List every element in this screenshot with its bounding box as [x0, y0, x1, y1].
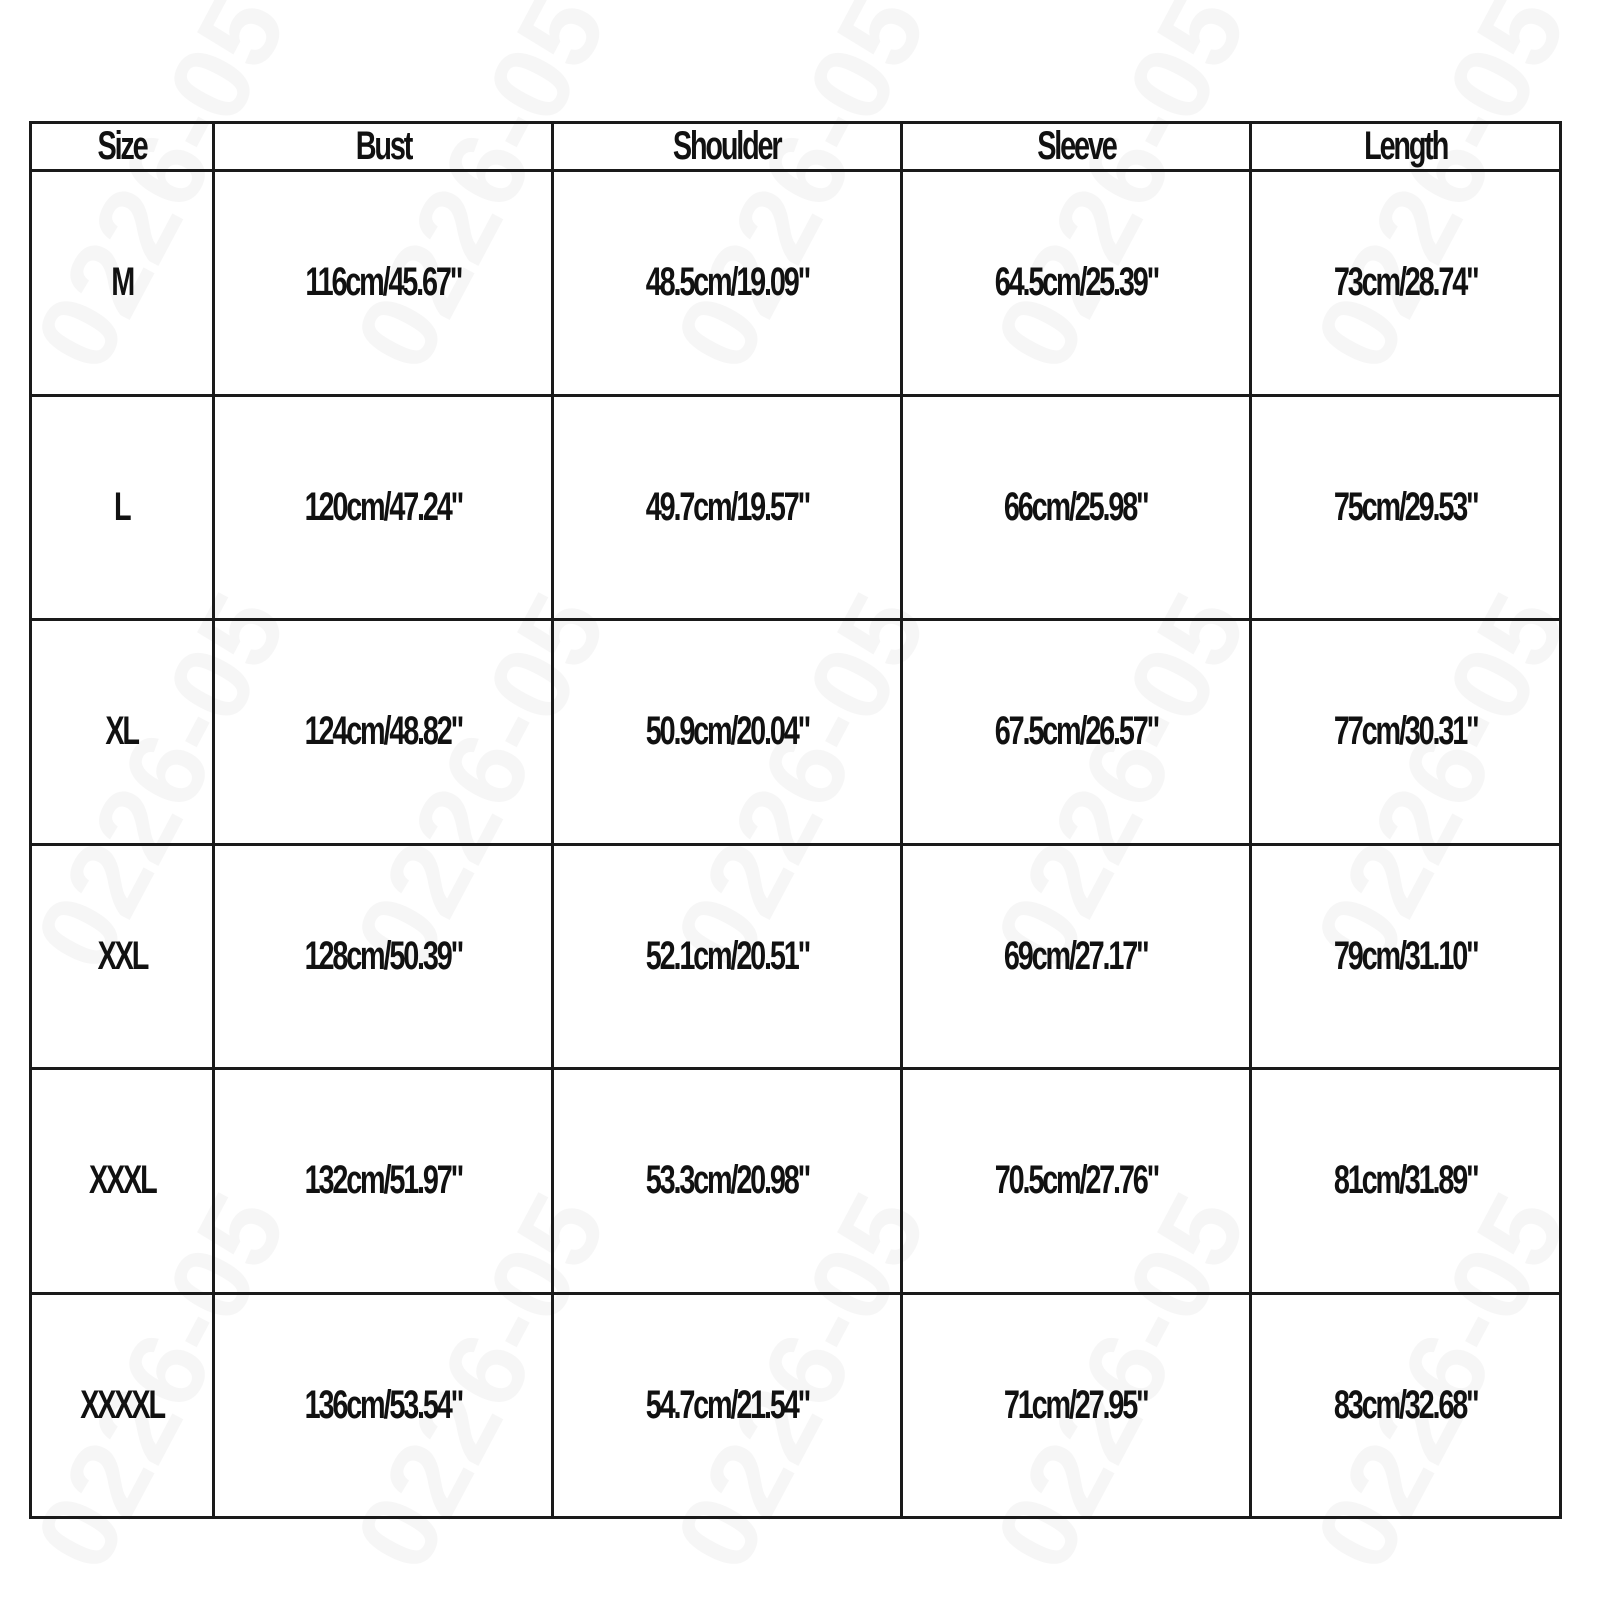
table-row: [31, 1293, 1561, 1518]
sleeve-cell: 71cm/27.95": [902, 1293, 1251, 1518]
shoulder-cell: 54.7cm/21.54": [553, 1293, 902, 1518]
table-row: [31, 620, 1561, 845]
table-row: [31, 171, 1561, 396]
size-cell: XXXXL: [31, 1293, 214, 1518]
sleeve-cell: 69cm/27.17": [902, 844, 1251, 1069]
size-cell: L: [31, 395, 214, 620]
header-sleeve: Sleeve: [902, 123, 1251, 171]
header-length: Length: [1251, 123, 1561, 171]
length-cell: 79cm/31.10": [1251, 844, 1561, 1069]
shoulder-cell: 52.1cm/20.51": [553, 844, 902, 1069]
length-cell: 77cm/30.31": [1251, 620, 1561, 845]
size-cell: XXXL: [31, 1069, 214, 1294]
shoulder-cell: 53.3cm/20.98": [553, 1069, 902, 1294]
size-cell: M: [31, 171, 214, 396]
table-row: [31, 844, 1561, 1069]
size-cell: XL: [31, 620, 214, 845]
bust-cell: 116cm/45.67": [214, 171, 553, 396]
table-row: [31, 395, 1561, 620]
sleeve-cell: 66cm/25.98": [902, 395, 1251, 620]
shoulder-cell: 50.9cm/20.04": [553, 620, 902, 845]
bust-cell: 120cm/47.24": [214, 395, 553, 620]
sleeve-cell: 64.5cm/25.39": [902, 171, 1251, 396]
shoulder-cell: 48.5cm/19.09": [553, 171, 902, 396]
shoulder-cell: 49.7cm/19.57": [553, 395, 902, 620]
header-bust: Bust: [214, 123, 553, 171]
sleeve-cell: 67.5cm/26.57": [902, 620, 1251, 845]
size-cell: XXL: [31, 844, 214, 1069]
header-row: [31, 123, 1561, 171]
bust-cell: 136cm/53.54": [214, 1293, 553, 1518]
length-cell: 73cm/28.74": [1251, 171, 1561, 396]
bust-cell: 128cm/50.39": [214, 844, 553, 1069]
bust-cell: 132cm/51.97": [214, 1069, 553, 1294]
length-cell: 81cm/31.89": [1251, 1069, 1561, 1294]
size-chart-table: [29, 121, 1562, 1519]
table-row: [31, 1069, 1561, 1294]
length-cell: 83cm/32.68": [1251, 1293, 1561, 1518]
bust-cell: 124cm/48.82": [214, 620, 553, 845]
header-shoulder: Shoulder: [553, 123, 902, 171]
header-size: Size: [31, 123, 214, 171]
length-cell: 75cm/29.53": [1251, 395, 1561, 620]
sleeve-cell: 70.5cm/27.76": [902, 1069, 1251, 1294]
